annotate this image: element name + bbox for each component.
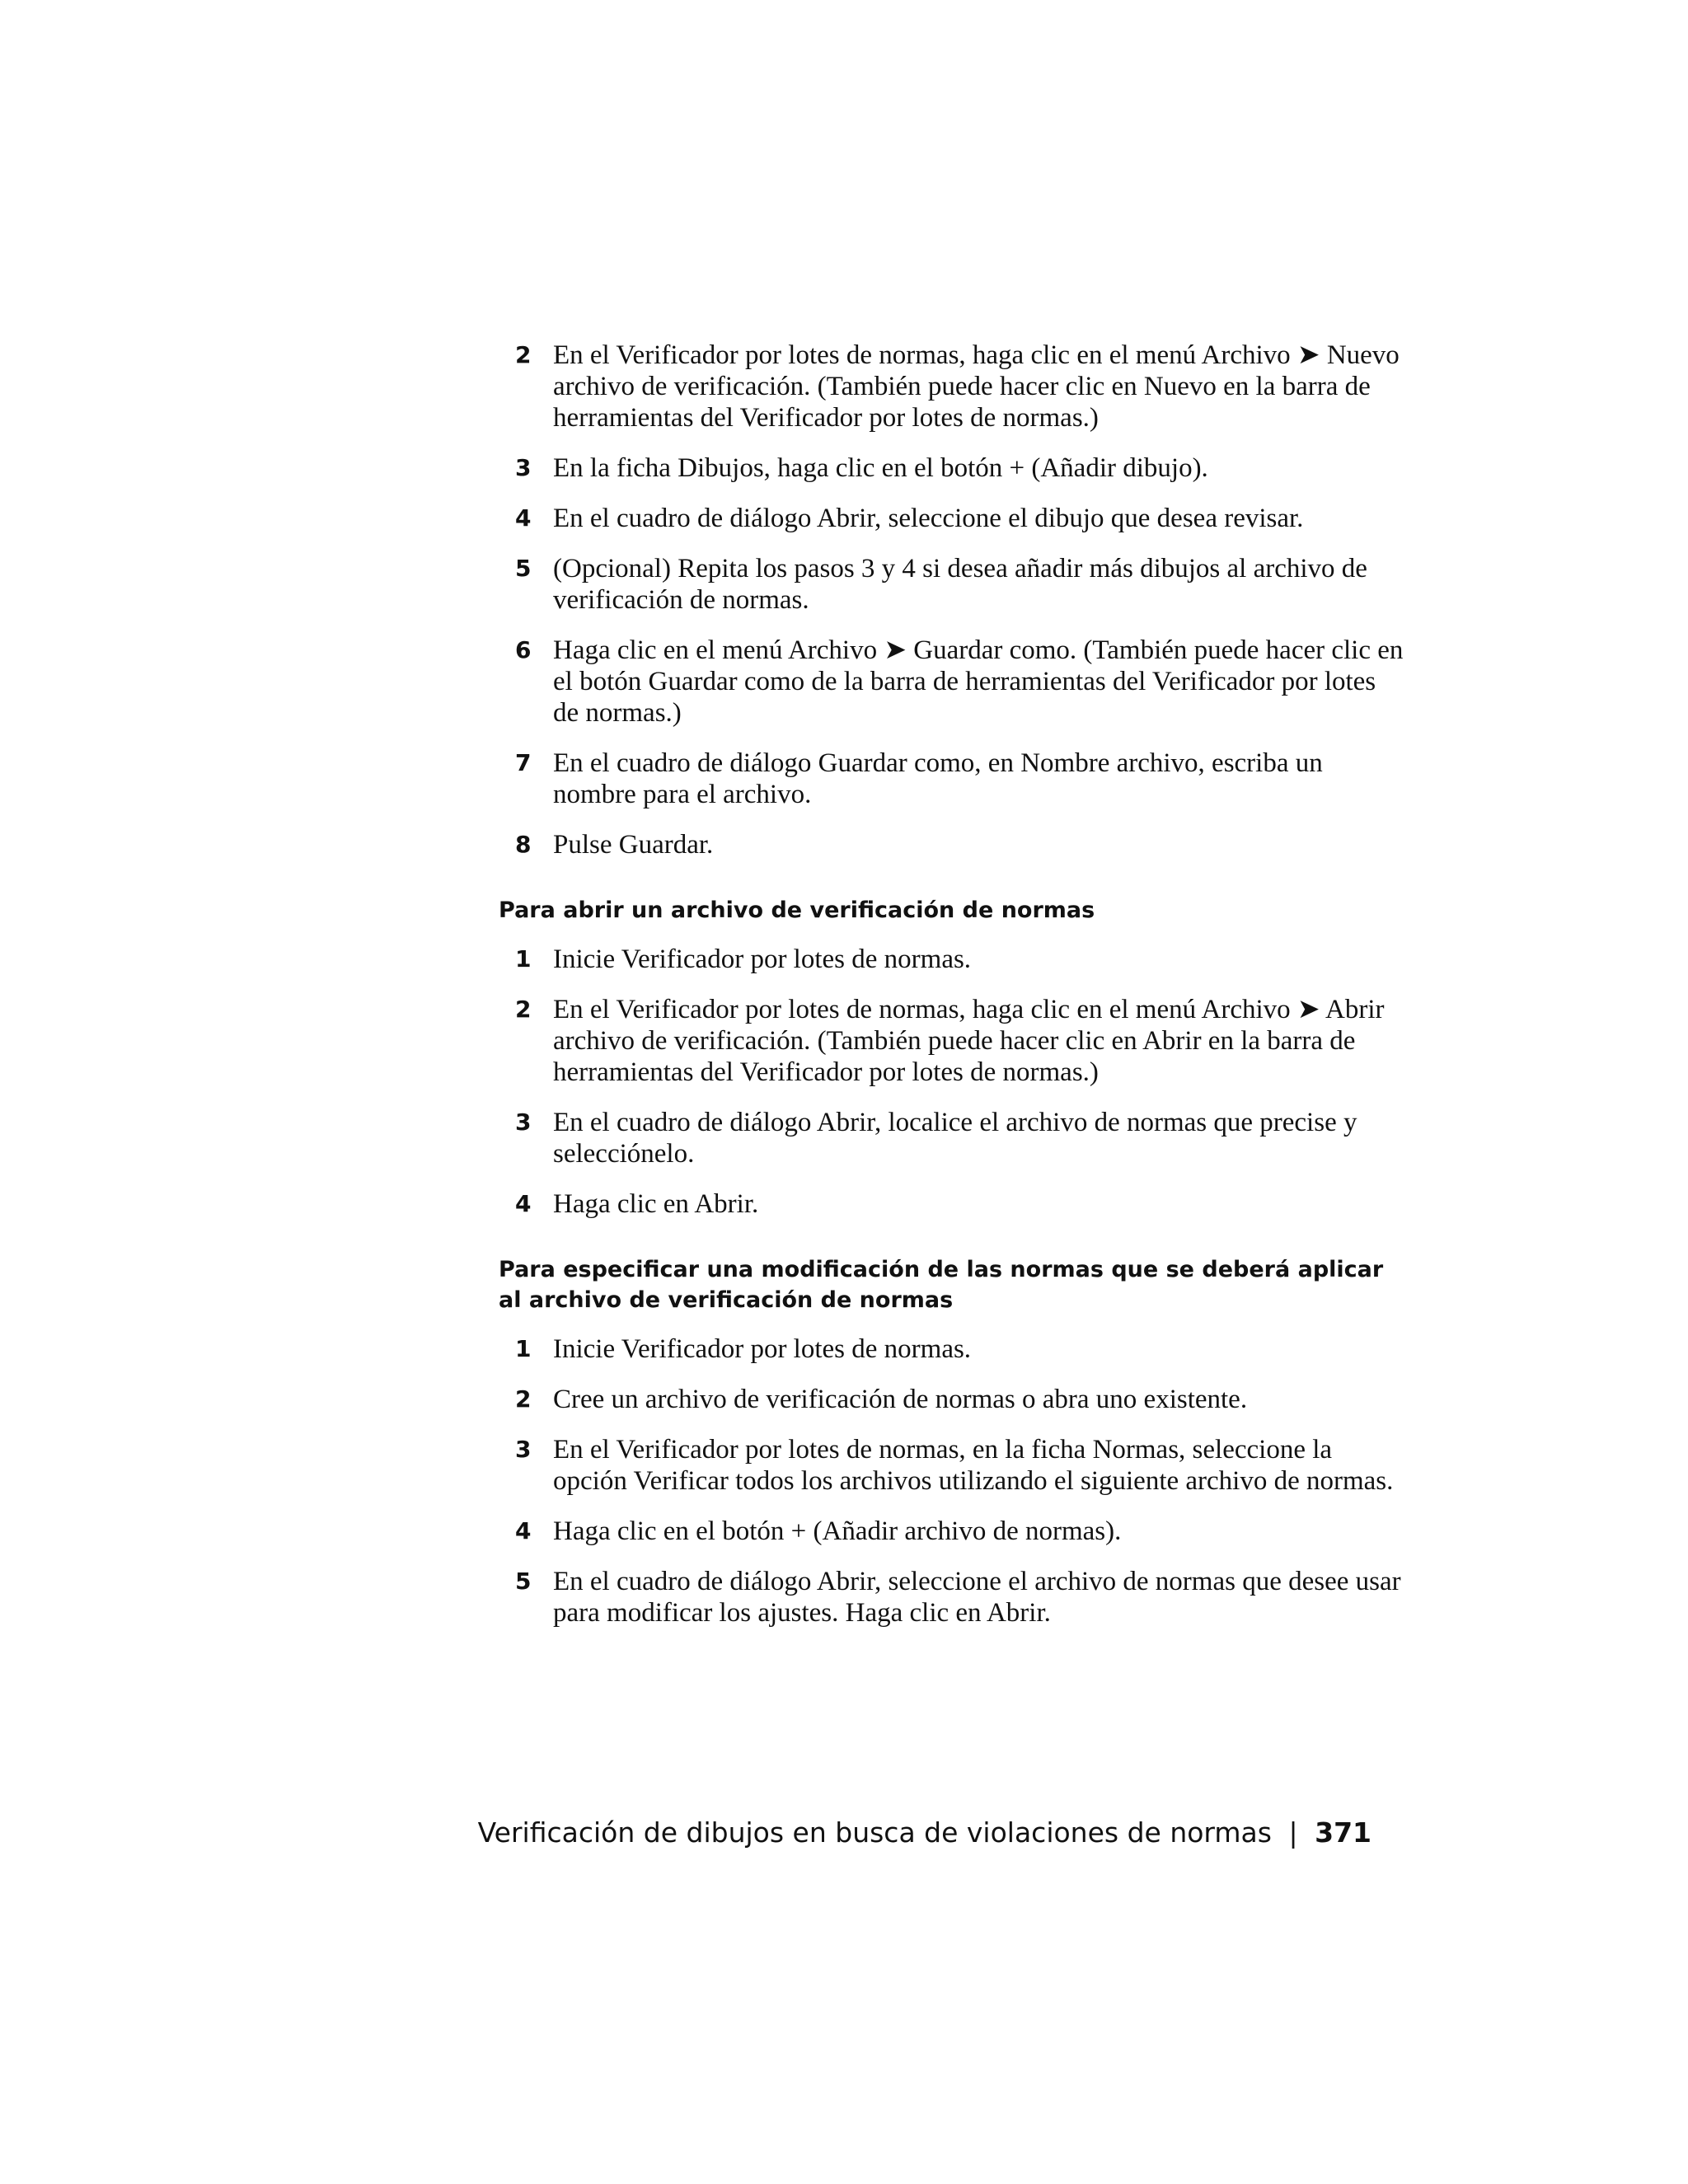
step-number: 2 bbox=[515, 996, 532, 1023]
step-number: 8 bbox=[515, 831, 532, 858]
step-text: Cree un archivo de verificación de normas o abra uno existente. bbox=[553, 1385, 1248, 1414]
list-item bbox=[499, 944, 1405, 975]
step-number: 3 bbox=[515, 454, 532, 481]
step-text: En el cuadro de diálogo Abrir, seleccione el dibujo que desea revisar. bbox=[553, 504, 1304, 533]
step-number: 4 bbox=[515, 1190, 532, 1217]
step-text: Pulse Guardar. bbox=[553, 830, 714, 860]
list-item bbox=[499, 635, 1405, 729]
list-item bbox=[499, 994, 1405, 1088]
list-item bbox=[499, 829, 1405, 860]
list-item bbox=[499, 452, 1405, 484]
list-item bbox=[499, 748, 1405, 810]
list-item bbox=[499, 553, 1405, 616]
section-heading-override: Para especificar una modificación de las normas que se deberá aplicar al archivo de verificación de normas bbox=[499, 1257, 1384, 1313]
section-heading-open: Para abrir un archivo de verificación de normas bbox=[499, 898, 1095, 923]
step-text: En el Verificador por lotes de normas, haga clic en el menú Archivo ➤ Nuevo archivo de verificación. (También puede hacer clic en Nuevo en la barra de herramientas del Verificador por lotes de normas.) bbox=[553, 340, 1400, 433]
page-footer bbox=[478, 1815, 1372, 1851]
step-number: 1 bbox=[515, 1335, 532, 1362]
step-number: 3 bbox=[515, 1436, 532, 1463]
step-text: Haga clic en el menú Archivo ➤ Guardar como. (También puede hacer clic en el botón Guardar como de la barra de herramientas del Verificador por lotes de normas.) bbox=[553, 635, 1404, 728]
section-override-steps bbox=[499, 1333, 1405, 1629]
step-text: Inicie Verificador por lotes de normas. bbox=[553, 944, 972, 974]
section-create-steps bbox=[499, 340, 1405, 860]
list-item bbox=[499, 1516, 1405, 1547]
list-item bbox=[499, 1333, 1405, 1365]
step-text: (Opcional) Repita los pasos 3 y 4 si desea añadir más dibujos al archivo de verificación de normas. bbox=[553, 554, 1367, 615]
footer-chapter-title: Verificación de dibujos en busca de violaciones de normas bbox=[477, 1816, 1272, 1849]
step-text: En el cuadro de diálogo Abrir, localice el archivo de normas que precise y selecciónelo. bbox=[553, 1108, 1357, 1169]
list-item bbox=[499, 503, 1405, 534]
step-text: Haga clic en Abrir. bbox=[553, 1189, 759, 1219]
step-text: En el Verificador por lotes de normas, haga clic en el menú Archivo ➤ Abrir archivo de verificación. (También puede hacer clic en Abrir en la barra de herramientas del Verificador por lotes de normas.) bbox=[553, 995, 1385, 1087]
step-text: Haga clic en el botón + (Añadir archivo de normas). bbox=[553, 1516, 1122, 1546]
step-number: 1 bbox=[515, 945, 532, 972]
step-text: En el cuadro de diálogo Guardar como, en Nombre archivo, escriba un nombre para el archivo. bbox=[553, 748, 1323, 809]
list-item bbox=[499, 1434, 1405, 1497]
list-item bbox=[499, 1188, 1405, 1220]
step-number: 5 bbox=[515, 1568, 532, 1595]
list-item bbox=[499, 1566, 1405, 1629]
step-text: En el Verificador por lotes de normas, en la ficha Normas, seleccione la opción Verificar todos los archivos utilizando el siguiente archivo de normas. bbox=[553, 1435, 1394, 1496]
step-number: 4 bbox=[515, 1517, 532, 1544]
page-content bbox=[499, 340, 1405, 1647]
footer-separator: | bbox=[1288, 1816, 1298, 1849]
step-number: 2 bbox=[515, 341, 532, 368]
step-text: En la ficha Dibujos, haga clic en el botón + (Añadir dibujo). bbox=[553, 453, 1208, 483]
step-number: 6 bbox=[515, 636, 532, 663]
step-number: 3 bbox=[515, 1108, 532, 1136]
step-number: 5 bbox=[515, 555, 532, 582]
step-text: En el cuadro de diálogo Abrir, seleccione el archivo de normas que desee usar para modificar los ajustes. Haga clic en Abrir. bbox=[553, 1567, 1401, 1628]
step-number: 2 bbox=[515, 1385, 532, 1413]
list-item bbox=[499, 1107, 1405, 1169]
page-number: 371 bbox=[1315, 1816, 1372, 1849]
list-item bbox=[499, 1384, 1405, 1415]
step-text: Inicie Verificador por lotes de normas. bbox=[553, 1334, 972, 1364]
list-item bbox=[499, 340, 1405, 434]
step-number: 7 bbox=[515, 749, 532, 776]
step-number: 4 bbox=[515, 504, 532, 532]
section-open-steps bbox=[499, 944, 1405, 1220]
